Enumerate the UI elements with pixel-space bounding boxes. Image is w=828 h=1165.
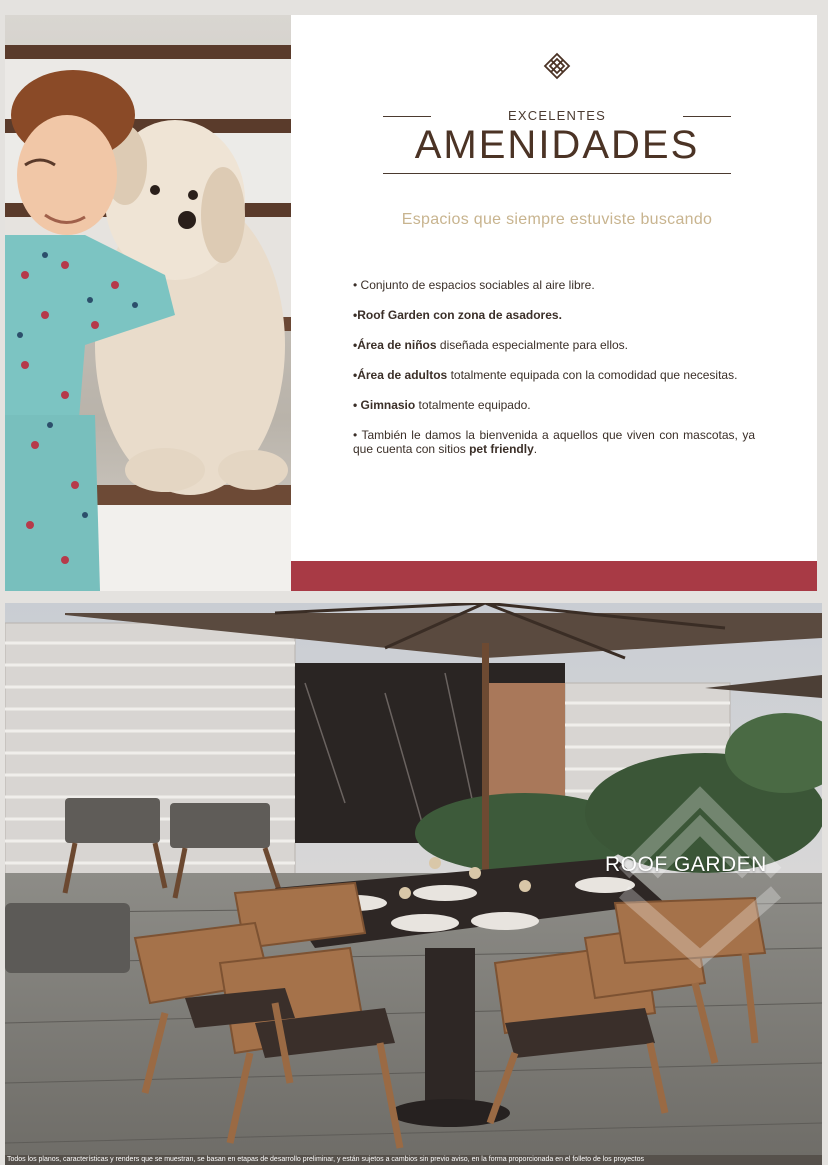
title-divider bbox=[383, 173, 731, 174]
child-with-dog-photo bbox=[5, 15, 291, 591]
child-dog-illustration bbox=[5, 15, 291, 591]
amenity-text: diseñada especialmente para ellos. bbox=[436, 338, 629, 352]
amenities-content bbox=[291, 15, 817, 591]
page-title: AMENIDADES bbox=[414, 123, 700, 167]
amenity-bold: •Roof Garden con zona de asadores. bbox=[353, 308, 562, 322]
amenity-text: totalmente equipado. bbox=[415, 398, 531, 412]
kicker-text: EXCELENTES bbox=[508, 108, 606, 123]
amenity-bold: •Área de niños bbox=[353, 338, 437, 352]
kicker-line-right bbox=[683, 116, 731, 117]
amenity-bold: pet friendly bbox=[469, 442, 534, 456]
roof-garden-label: ROOF GARDEN bbox=[605, 853, 767, 876]
amenity-item bbox=[353, 368, 755, 382]
amenity-text: totalmente equipada con la comodidad que necesitas. bbox=[447, 368, 738, 382]
amenity-item bbox=[353, 398, 755, 412]
amenity-text: • También le damos la bienvenida a aquellos que viven con mascotas, ya que cuenta con sitios bbox=[353, 428, 755, 456]
page-subtitle: Espacios que siempre estuviste buscando bbox=[401, 211, 713, 228]
amenity-text: • Conjunto de espacios sociables al aire libre. bbox=[353, 278, 595, 292]
accent-bar bbox=[291, 561, 817, 591]
amenity-item bbox=[353, 338, 755, 352]
amenity-bold: • Gimnasio bbox=[353, 398, 416, 412]
roof-garden-photo bbox=[5, 603, 822, 1165]
kicker-row bbox=[383, 108, 731, 124]
amenities-card bbox=[5, 15, 817, 591]
amenity-item bbox=[353, 308, 755, 322]
amenity-item bbox=[353, 428, 755, 456]
amenities-list bbox=[353, 278, 755, 472]
legal-disclaimer: Todos los planos, características y renders que se muestran, se basan en etapas de desarrollo preliminar, y están sujetos a cambios sin previo aviso, en la forma proporcionada en el folleto de los proyectos bbox=[5, 1155, 822, 1165]
amenity-bold: •Área de adultos bbox=[353, 368, 448, 382]
amenity-item bbox=[353, 278, 755, 292]
amenity-tail: . bbox=[533, 442, 538, 456]
diamond-lattice-icon bbox=[543, 52, 571, 80]
